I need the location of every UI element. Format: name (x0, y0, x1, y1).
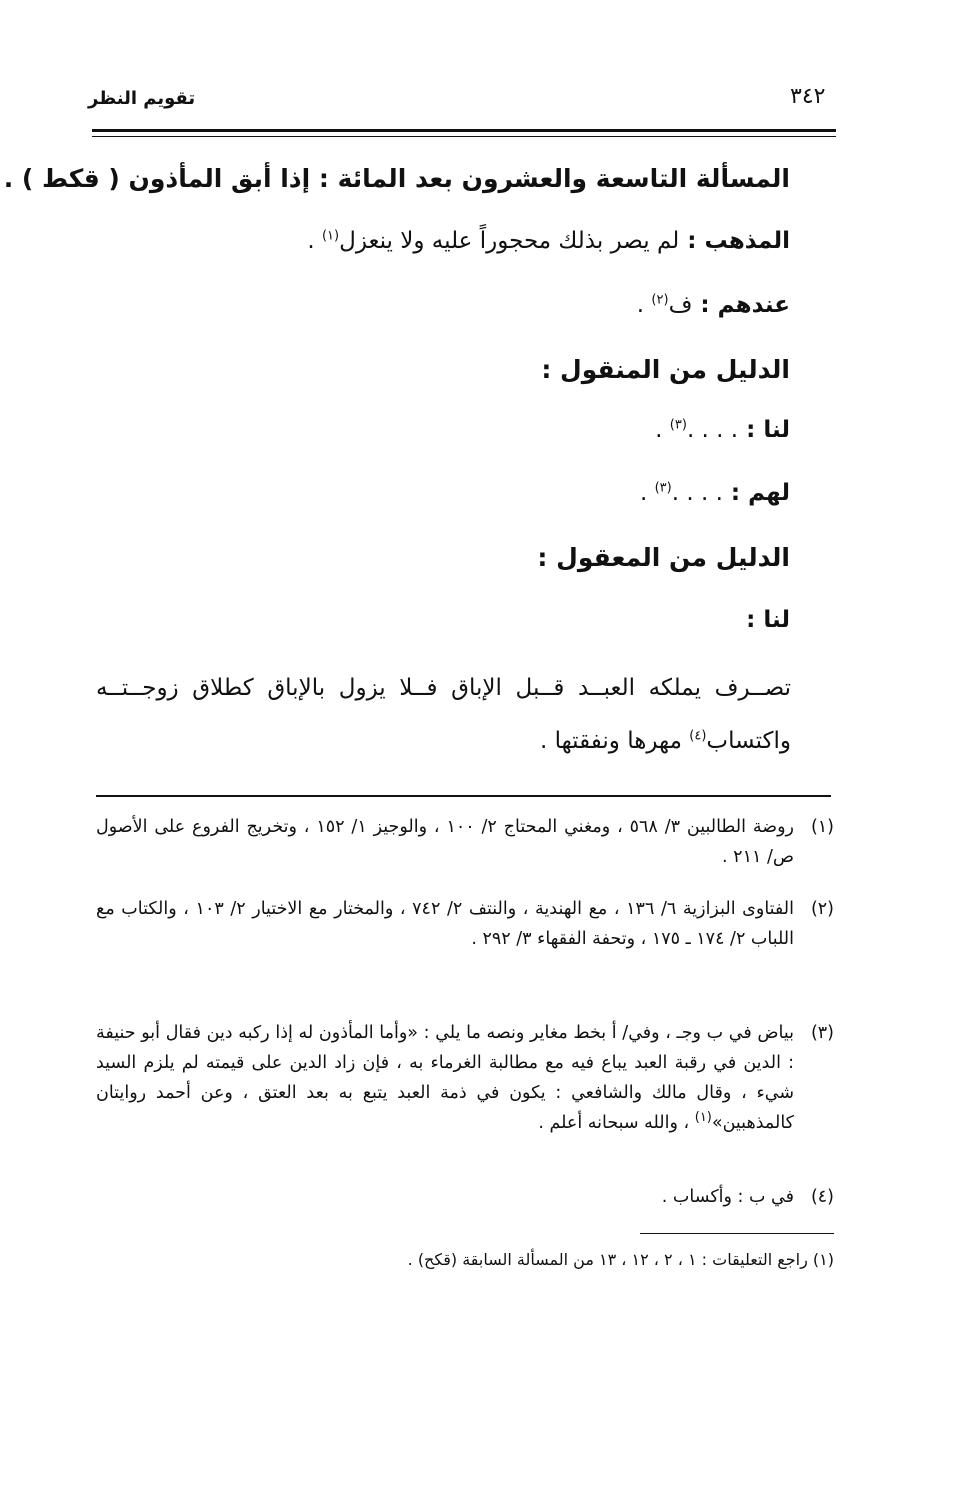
lahum-label: لهم : (722, 480, 790, 506)
lahum-dots: . . . . (671, 480, 723, 506)
footnote-2 (96, 894, 834, 954)
footnote-4-number: (٤) (810, 1187, 834, 1207)
lana-manqul-line (90, 417, 790, 443)
lahum-footnote-ref: (٣) (654, 480, 672, 496)
indahum-footnote-ref: (٢) (651, 292, 669, 308)
lana-maqul-label: لنا : (746, 607, 790, 633)
lana-period: . (655, 417, 670, 443)
footnote-4 (96, 1182, 834, 1212)
lahum-line (90, 480, 790, 506)
footnote-separator (96, 795, 831, 797)
page-number: ٣٤٢ (790, 84, 826, 109)
header-rule-thin (92, 136, 836, 137)
indahum-period: . (636, 292, 652, 318)
footnote-3-ref: (١) (694, 1110, 712, 1126)
footnote-3 (96, 1018, 834, 1138)
footnote-1-text: روضة الطالبين ٣/ ٥٦٨ ، ومغني المحتاج ٢/ ١٠٠ ، والوجيز ١/ ١٥٢ ، وتخريج الفروع على الأصول ص/ ٢١١ . (96, 817, 795, 867)
indahum-line (90, 292, 790, 318)
lana-dots: . . . . (686, 417, 739, 443)
indahum-label: عندهم : (692, 292, 790, 318)
running-header-title: تقويم النظر (88, 88, 196, 109)
madhhab-label: المذهب : (679, 228, 790, 254)
footnote-3-number: (٣) (810, 1023, 834, 1043)
manqul-heading: الدليل من المنقول : (541, 355, 790, 384)
madhhab-footnote-ref: (١) (321, 228, 340, 244)
madhhab-period: . (307, 228, 322, 254)
madhhab-text: لم يصر بذلك محجوراً عليه ولا ينعزل (339, 228, 680, 254)
footnote-1-number: (١) (810, 817, 834, 837)
lana-label: لنا : (738, 417, 790, 443)
sub-footnote (408, 1250, 834, 1269)
lana-footnote-ref: (٣) (669, 417, 687, 433)
sub-footnote-number: (١) (812, 1250, 834, 1269)
issue-heading: المسألة التاسعة والعشرون بعد المائة : إذا أبق المأذون ( قكط ) . (3, 164, 790, 193)
argument-paragraph (96, 662, 791, 768)
lahum-period: . (639, 480, 655, 506)
sub-footnote-separator (640, 1233, 834, 1234)
argument-text-1: تصــرف يملكه العبــد قــبل الإباق فــلا يزول بالإباق كطلاق زوجــتــه واكتساب (96, 675, 791, 754)
footnote-2-text: الفتاوى البزازية ٦/ ١٣٦ ، مع الهندية ، والنتف ٢/ ٧٤٢ ، والمختار مع الاختيار ٢/ ١٠٣ ، والكتاب مع اللباب ٢/ ١٧٤ ـ ١٧٥ ، وتحفة الفقهاء ٣/ ٢٩٢ . (96, 899, 794, 949)
argument-footnote-ref: (٤) (689, 728, 707, 744)
madhhab-line (90, 228, 790, 254)
sub-footnote-text: راجع التعليقات : ١ ، ٢ ، ١٢ ، ١٣ من المسألة السابقة (قكح) . (407, 1250, 808, 1269)
header-rule (92, 129, 836, 132)
maqul-heading: الدليل من المعقول : (537, 543, 790, 572)
footnote-3-text-b: ، والله سبحانه أعلم . (538, 1113, 695, 1133)
footnote-3-text (96, 1018, 794, 1138)
footnote-3-text-a: بياض في ب وجـ ، وفي/ أ بخط مغاير ونصه ما يلي : «وأما المأذون له إذا ركبه دين فقال أبو حنيفة : الدين في رقبة العبد يباع فيه مع مطالبة الغرماء به ، فإن زاد الدين على قيمته لم يلزم السيد شيء ، وقال مالك والشافعي : يكون في ذمة العبد يتبع به بعد العتق ، وعن أحمد روايتان كالمذهبين» (96, 1023, 794, 1133)
indahum-text: ف (668, 292, 693, 318)
footnote-1 (96, 812, 834, 872)
footnote-4-text: في ب : وأكساب . (661, 1187, 794, 1207)
argument-text-2: مهرها ونفقتها . (539, 728, 690, 754)
footnote-2-number: (٢) (810, 899, 834, 919)
